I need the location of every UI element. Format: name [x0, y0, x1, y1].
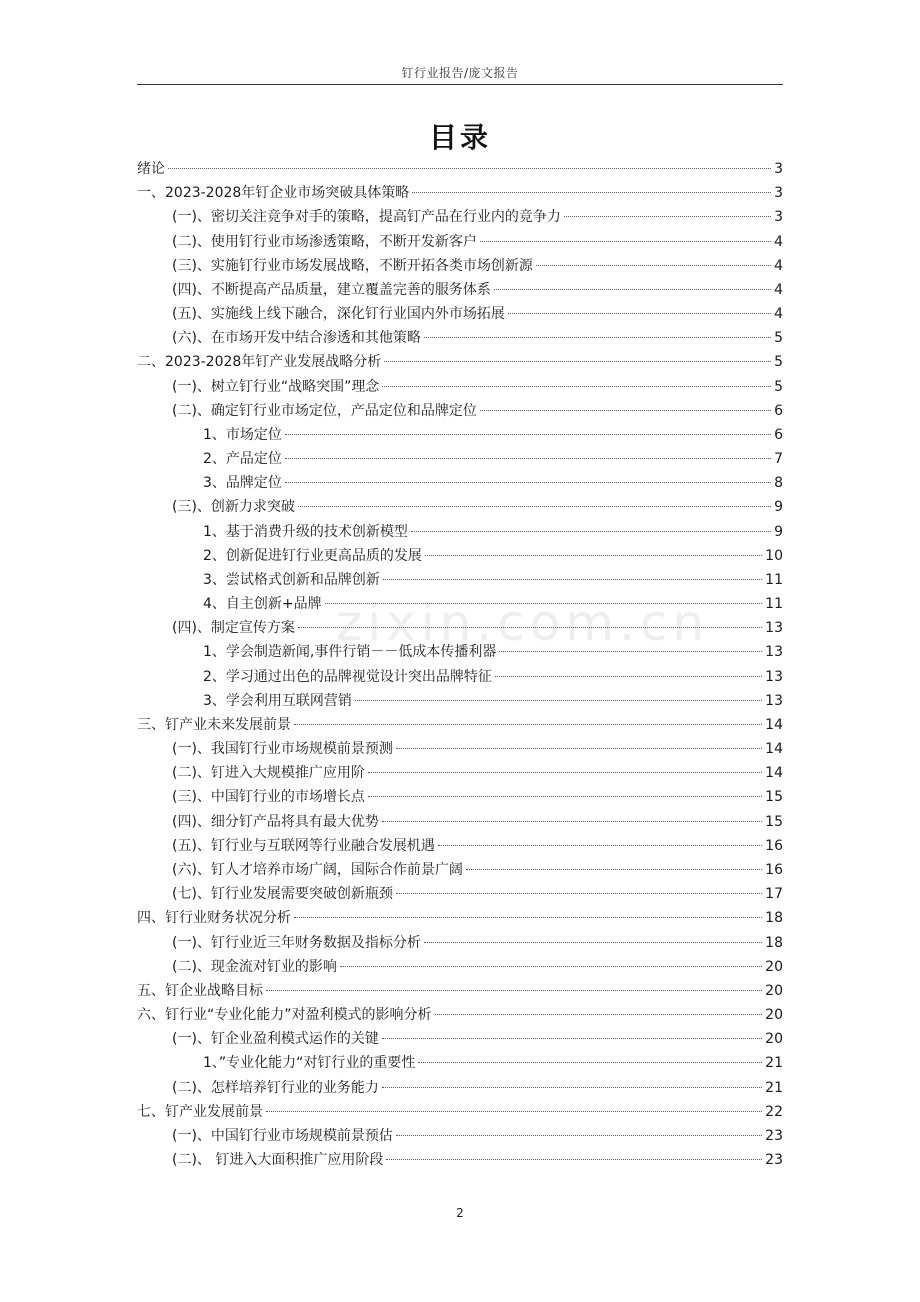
toc-dot-leader [536, 265, 771, 266]
toc-entry-title: (六)、在市场开发中结合渗透和其他策略 [172, 330, 421, 347]
toc-dot-leader [480, 241, 771, 242]
toc-entry-page: 15 [765, 789, 783, 806]
toc-dot-leader [425, 555, 762, 556]
toc-entry-page: 4 [774, 306, 783, 323]
toc-entry[interactable] [137, 1003, 783, 1027]
toc-entry-title: (三)、创新力求突破 [172, 499, 295, 516]
toc-entry-title: 四、钉行业财务状况分析 [137, 910, 291, 927]
toc-entry[interactable] [137, 834, 783, 858]
toc-entry-page: 15 [765, 813, 783, 830]
toc-entry-page: 3 [774, 161, 783, 177]
toc-entry-page: 20 [765, 1031, 783, 1048]
toc-entry[interactable] [137, 1100, 783, 1124]
toc-dot-leader [382, 821, 762, 822]
toc-entry[interactable] [137, 640, 783, 664]
toc-entry-page: 3 [774, 209, 783, 226]
toc-entry-title: 绪论 [137, 161, 165, 177]
toc-entry-title: (四)、细分钉产品将具有最大优势 [172, 813, 379, 830]
toc-entry-title: 二、2023-2028年钉产业发展战略分析 [137, 354, 382, 371]
toc-entry[interactable] [137, 665, 783, 689]
toc-entry-page: 11 [765, 596, 783, 613]
toc-entry-title: (七)、钉行业发展需要突破创新瓶颈 [172, 886, 393, 903]
toc-dot-leader [384, 361, 771, 362]
toc-entry-title: (三)、中国钉行业的市场增长点 [172, 789, 365, 806]
toc-entry-page: 20 [765, 1007, 783, 1024]
toc-entry-title: (一)、钉行业近三年财务数据及指标分析 [172, 934, 421, 951]
toc-dot-leader [383, 579, 762, 580]
toc-entry-title: (三)、实施钉行业市场发展战略，不断开拓各类市场创新源 [172, 257, 533, 274]
toc-entry-title: 七、钉产业发展前景 [137, 1103, 263, 1120]
toc-entry-page: 14 [765, 716, 783, 733]
toc-entry-page: 13 [765, 692, 783, 709]
toc-entry-page: 5 [774, 330, 783, 347]
toc-dot-leader [424, 942, 762, 943]
toc-entry[interactable] [137, 495, 783, 519]
toc-entry[interactable] [137, 689, 783, 713]
toc-entry-page: 7 [774, 451, 783, 468]
toc-entry[interactable] [137, 230, 783, 254]
toc-entry-page: 21 [765, 1079, 783, 1096]
toc-entry[interactable] [137, 882, 783, 906]
toc-entry[interactable] [137, 350, 783, 374]
toc-entry[interactable] [137, 1148, 783, 1172]
toc-entry[interactable] [137, 520, 783, 544]
toc-entry-title: (六)、钉人才培养市场广阔，国际合作前景广阔 [172, 861, 463, 878]
toc-entry-title: 1、市场定位 [203, 426, 282, 443]
toc-entry-title: 4、自主创新+品牌 [203, 596, 322, 613]
toc-entry-title: (一)、钉企业盈利模式运作的关键 [172, 1031, 379, 1048]
toc-entry-page: 18 [765, 934, 783, 951]
toc-entry-title: 3、学会利用互联网营销 [203, 692, 352, 709]
toc-entry[interactable] [137, 326, 783, 350]
toc-entry-title: (五)、钉行业与互联网等行业融合发展机遇 [172, 837, 435, 854]
toc-dot-leader [382, 1087, 762, 1088]
toc-entry-title: 1、基于消费升级的技术创新模型 [203, 523, 408, 540]
toc-entry-title: (二)、怎样培养钉行业的业务能力 [172, 1079, 379, 1096]
toc-dot-leader [424, 337, 771, 338]
toc-dot-leader [266, 1111, 762, 1112]
toc-entry[interactable] [137, 737, 783, 761]
toc-entry-page: 4 [774, 233, 783, 250]
toc-dot-leader [412, 192, 771, 193]
toc-entry[interactable] [137, 785, 783, 809]
toc-entry[interactable] [137, 375, 783, 399]
toc-entry-page: 23 [765, 1127, 783, 1144]
toc-entry-title: (一)、树立钉行业“战略突围”理念 [172, 378, 380, 395]
toc-entry-title: (二)、使用钉行业市场渗透策略，不断开发新客户 [172, 233, 477, 250]
toc-entry-title: 1、学会制造新闻,事件行销－－低成本传播利器 [203, 644, 497, 661]
toc-entry[interactable] [137, 906, 783, 930]
toc-entry-title: (四)、不断提高产品质量，建立覆盖完善的服务体系 [172, 281, 491, 298]
toc-entry-page: 20 [765, 958, 783, 975]
toc-entry-title: (一)、密切关注竞争对手的策略，提高钉产品在行业内的竞争力 [172, 209, 561, 226]
page-number: 2 [456, 1206, 464, 1220]
toc-entry[interactable] [137, 181, 783, 205]
toc-entry[interactable] [137, 278, 783, 302]
toc-entry-page: 10 [765, 547, 783, 564]
toc-entry-title: 三、钉产业未来发展前景 [137, 716, 291, 733]
toc-entry-page: 21 [765, 1055, 783, 1072]
toc-entry-page: 20 [765, 982, 783, 999]
toc-entry-page: 16 [765, 837, 783, 854]
toc-entry-page: 14 [765, 765, 783, 782]
toc-entry[interactable] [137, 302, 783, 326]
toc-entry-title: 1、”专业化能力“对钉行业的重要性 [203, 1055, 416, 1072]
toc-entry[interactable] [137, 399, 783, 423]
toc-entry[interactable] [137, 810, 783, 834]
toc-entry-page: 16 [765, 861, 783, 878]
toc-dot-leader [480, 410, 771, 411]
toc-entry[interactable] [137, 1076, 783, 1100]
toc-entry-title: 五、钉企业战略目标 [137, 982, 263, 999]
toc-entry[interactable] [137, 616, 783, 640]
toc-dot-leader [294, 724, 762, 725]
toc-dot-leader [396, 748, 762, 749]
toc-dot-leader [340, 966, 762, 967]
toc-entry-page: 8 [774, 475, 783, 492]
toc-dot-leader [564, 216, 771, 217]
toc-dot-leader [382, 1038, 762, 1039]
toc-dot-leader [494, 289, 771, 290]
toc-entry-title: 2、学习通过出色的品牌视觉设计突出品牌特征 [203, 668, 492, 685]
toc-entry[interactable] [137, 979, 783, 1003]
toc-entry[interactable] [137, 592, 783, 616]
toc-dot-leader [382, 386, 771, 387]
header-divider [137, 84, 783, 85]
toc-entry-title: (一)、我国钉行业市场规模前景预测 [172, 741, 393, 758]
toc-dot-leader [386, 1159, 762, 1160]
toc-dot-leader [466, 869, 762, 870]
toc-dot-leader [285, 458, 771, 459]
toc-entry-page: 13 [765, 644, 783, 661]
toc-entry[interactable] [137, 544, 783, 568]
toc-entry[interactable] [137, 254, 783, 278]
toc-entry[interactable] [137, 205, 783, 229]
page-title: 目录 [428, 121, 491, 154]
toc-dot-leader [418, 1062, 762, 1063]
toc-dot-leader [266, 990, 762, 991]
toc-entry-page: 4 [774, 257, 783, 274]
toc-entry[interactable] [137, 568, 783, 592]
toc-entry-title: (五)、实施线上线下融合，深化钉行业国内外市场拓展 [172, 306, 505, 323]
toc-entry[interactable] [137, 1027, 783, 1051]
toc-entry[interactable] [137, 423, 783, 447]
toc-entry-page: 13 [765, 668, 783, 685]
toc-entry-title: (四)、制定宣传方案 [172, 620, 295, 637]
toc-dot-leader [325, 603, 763, 604]
toc-dot-leader [499, 651, 762, 652]
toc-entry-page: 9 [774, 523, 783, 540]
toc-entry-title: (二)、钉进入大规模推广应用阶 [172, 765, 365, 782]
toc-dot-leader [285, 482, 771, 483]
toc-entry-title: 2、创新促进钉行业更高品质的发展 [203, 547, 422, 564]
watermark: zixin.com.cn [336, 594, 710, 652]
toc-entry-page: 6 [774, 402, 783, 419]
table-of-contents [137, 157, 783, 1172]
toc-entry-page: 18 [765, 910, 783, 927]
toc-entry-title: (一)、中国钉行业市场规模前景预估 [172, 1127, 393, 1144]
toc-dot-leader [396, 893, 762, 894]
toc-entry[interactable] [137, 713, 783, 737]
toc-entry-page: 4 [774, 281, 783, 298]
toc-entry[interactable] [137, 931, 783, 955]
toc-entry-page: 3 [774, 185, 783, 202]
toc-entry-title: 一、2023-2028年钉企业市场突破具体策略 [137, 185, 410, 202]
running-header: 钉行业报告/庞文报告 [401, 66, 519, 80]
toc-dot-leader [396, 1135, 762, 1136]
toc-dot-leader [285, 434, 771, 435]
toc-entry-title: 六、钉行业“专业化能力”对盈利模式的影响分析 [137, 1007, 432, 1024]
toc-dot-leader [298, 506, 771, 507]
toc-dot-leader [298, 627, 762, 628]
toc-entry[interactable] [137, 1124, 783, 1148]
toc-dot-leader [294, 917, 762, 918]
toc-dot-leader [368, 796, 762, 797]
toc-entry-title: (二)、现金流对钉业的影响 [172, 958, 337, 975]
toc-entry-page: 5 [774, 378, 783, 395]
toc-dot-leader [355, 700, 762, 701]
toc-entry-title: 3、尝试格式创新和品牌创新 [203, 571, 380, 588]
toc-entry[interactable] [137, 471, 783, 495]
toc-entry-page: 6 [774, 426, 783, 443]
toc-entry[interactable] [137, 1051, 783, 1075]
toc-entry[interactable] [137, 157, 783, 181]
toc-entry-page: 11 [765, 571, 783, 588]
toc-dot-leader [508, 313, 771, 314]
toc-entry-page: 13 [765, 620, 783, 637]
toc-dot-leader [168, 168, 771, 169]
toc-dot-leader [438, 845, 762, 846]
toc-dot-leader [411, 531, 771, 532]
toc-entry-page: 22 [765, 1103, 783, 1120]
toc-entry[interactable] [137, 955, 783, 979]
toc-entry-page: 9 [774, 499, 783, 516]
toc-entry-title: (二)、确定钉行业市场定位，产品定位和品牌定位 [172, 402, 477, 419]
toc-entry-page: 17 [765, 886, 783, 903]
toc-entry-page: 23 [765, 1152, 783, 1169]
toc-entry-title: 2、产品定位 [203, 451, 282, 468]
toc-entry-page: 5 [774, 354, 783, 371]
toc-dot-leader [368, 772, 762, 773]
toc-entry[interactable] [137, 447, 783, 471]
toc-entry-title: (二)、 钉进入大面积推广应用阶段 [172, 1152, 384, 1169]
toc-entry[interactable] [137, 761, 783, 785]
toc-entry[interactable] [137, 858, 783, 882]
toc-dot-leader [495, 676, 762, 677]
toc-dot-leader [435, 1014, 763, 1015]
toc-entry-page: 14 [765, 741, 783, 758]
toc-entry-title: 3、品牌定位 [203, 475, 282, 492]
